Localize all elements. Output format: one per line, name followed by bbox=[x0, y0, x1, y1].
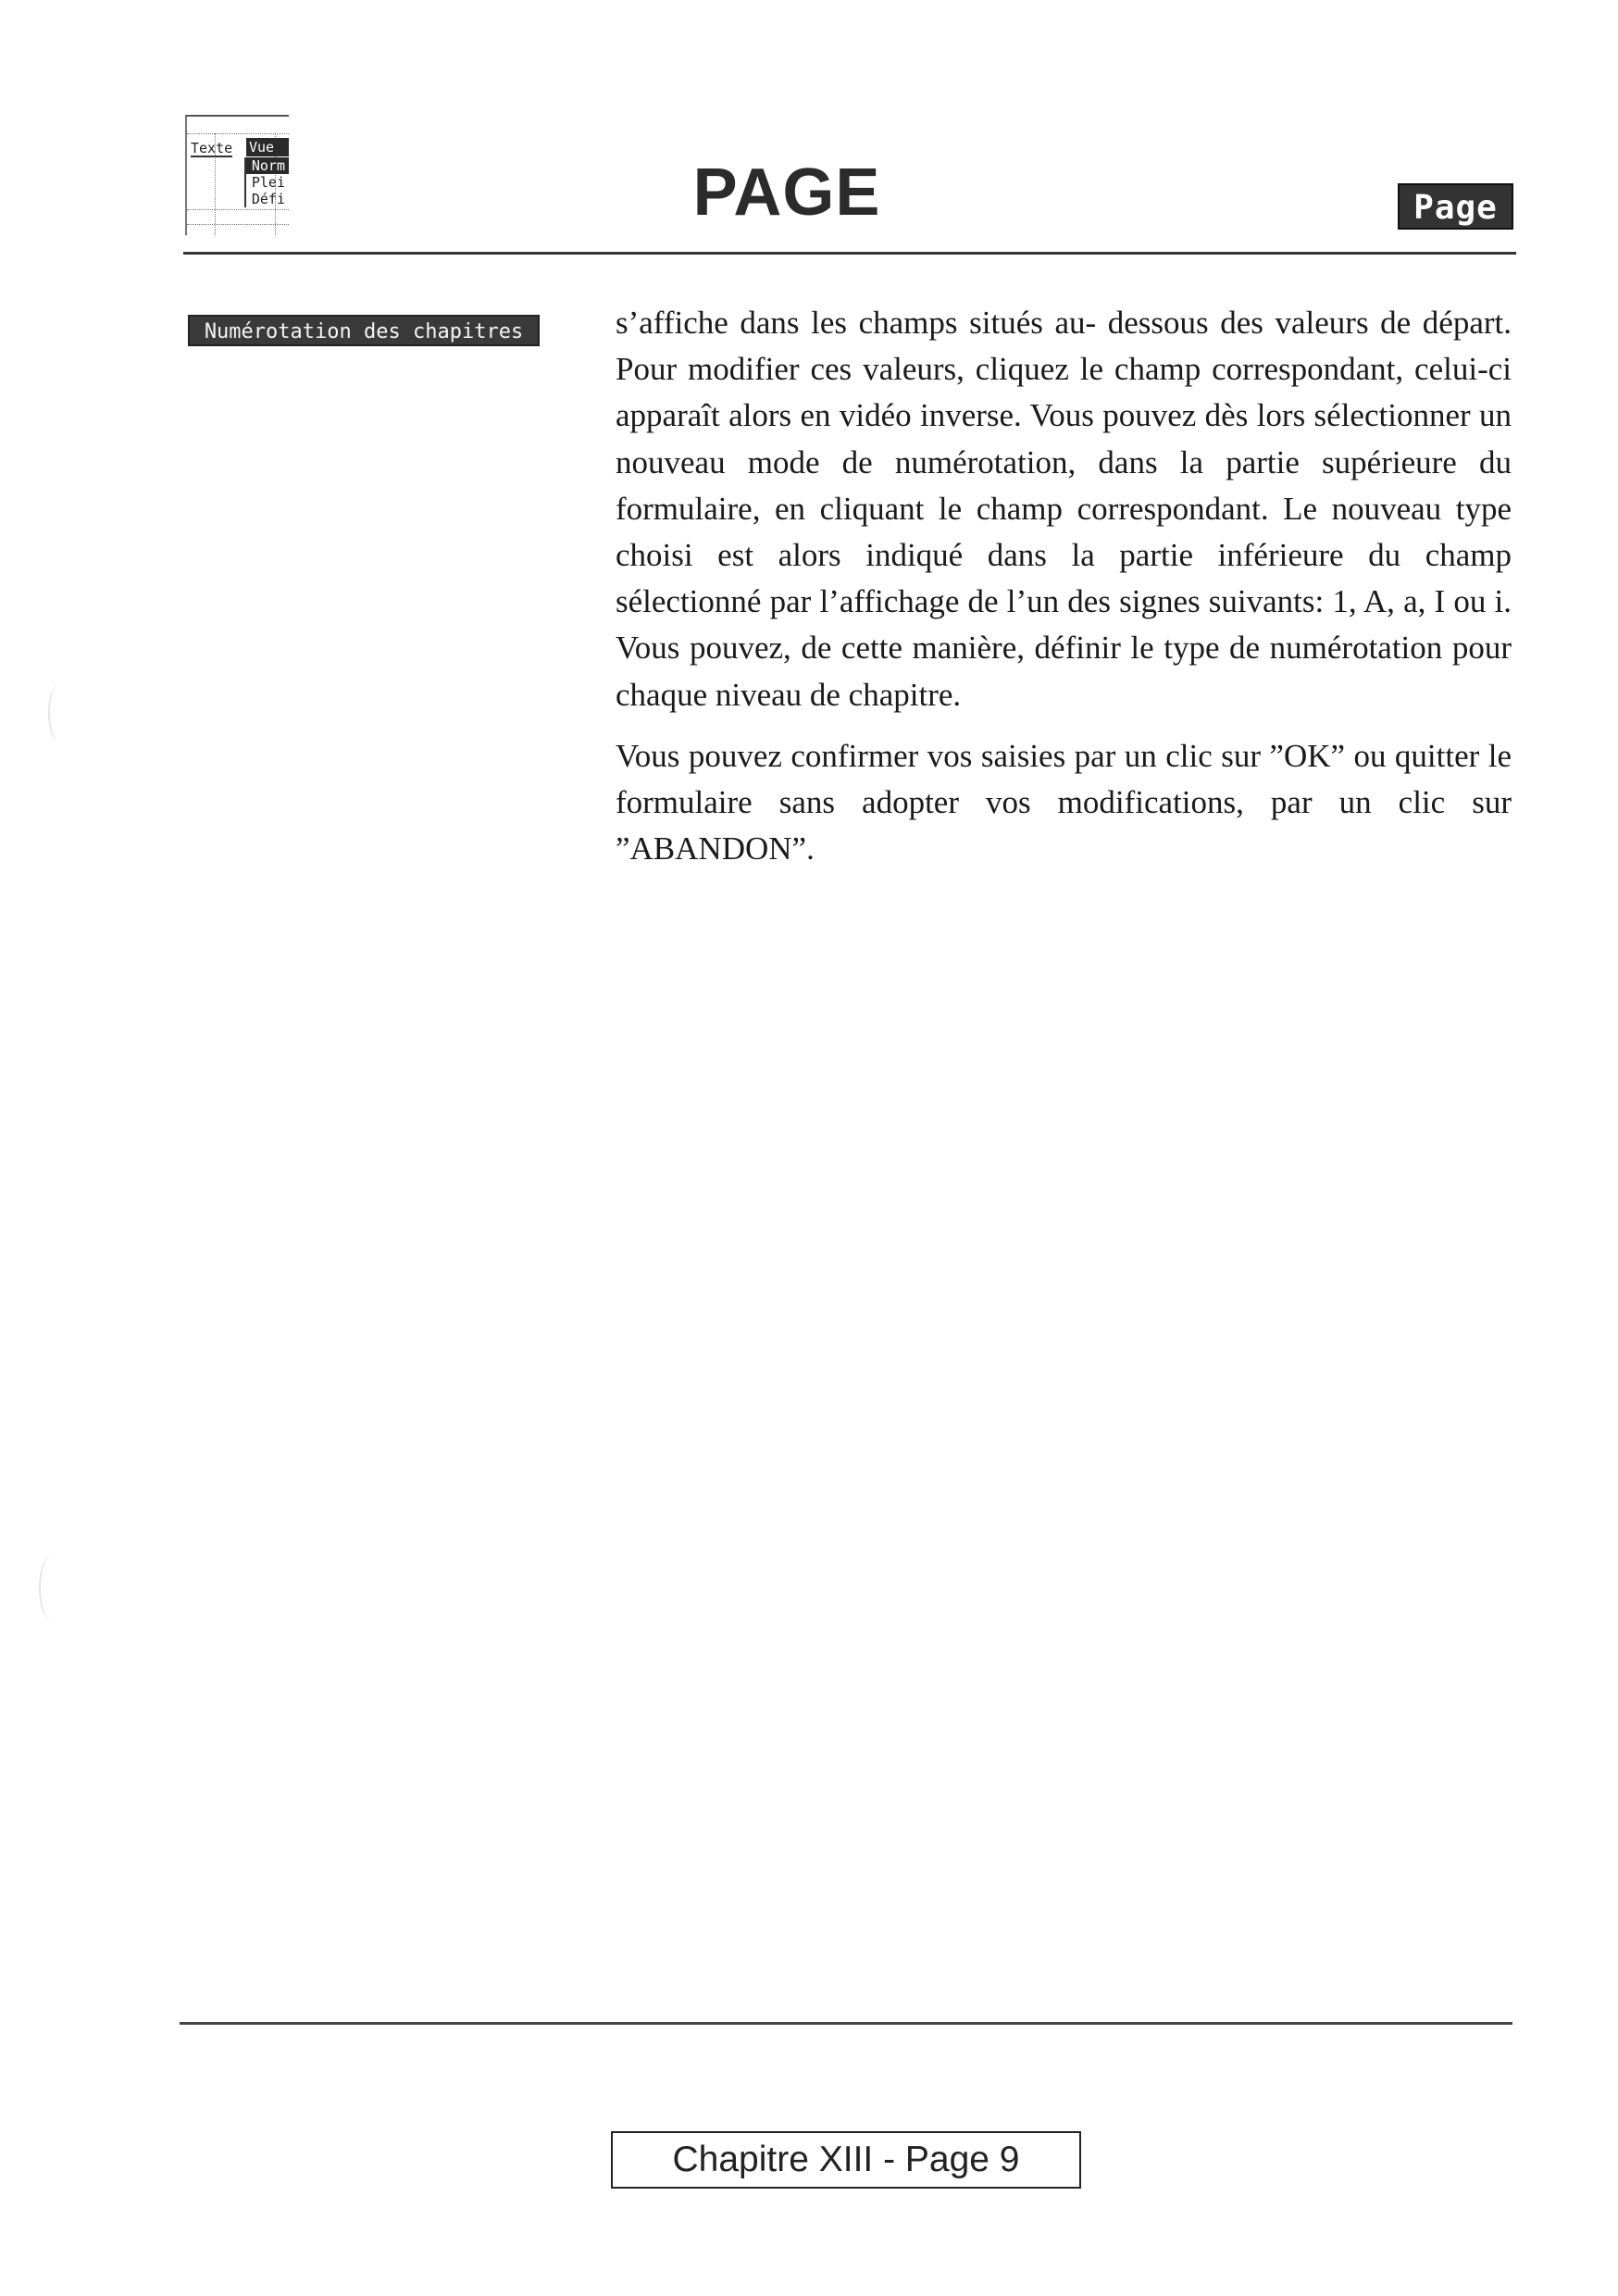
body-text bbox=[616, 300, 1512, 887]
page-title: PAGE bbox=[692, 156, 881, 230]
page-number-box: Chapitre XIII - Page 9 bbox=[611, 2131, 1081, 2189]
menu-thumbnail-icon bbox=[185, 115, 289, 235]
menu-item-texte: Texte bbox=[191, 140, 233, 156]
menu-subitem-defi: Défi bbox=[244, 191, 289, 207]
paragraph: Vous pouvez confirmer vos saisies par un clic sur ”OK” ou quitter le formulaire sans adopter vos modifications, par un clic sur ”ABANDON”. bbox=[616, 737, 1512, 867]
menu-subitem-norm: Norm bbox=[244, 157, 289, 174]
menu-subitem-plei: Plei bbox=[244, 174, 289, 191]
section-badge: Page bbox=[1398, 183, 1513, 230]
scan-mark bbox=[48, 685, 68, 741]
grid-line bbox=[187, 224, 289, 225]
grid-line bbox=[187, 133, 289, 134]
scan-mark bbox=[39, 1555, 65, 1620]
menu-item-vue: Vue bbox=[246, 138, 289, 156]
grid-line bbox=[187, 209, 289, 210]
paragraph: s’affiche dans les champs situés au- dessous des valeurs de départ. Pour modifier ces valeurs, cliquez le champ correspondant, celui-ci apparaît alors en vidéo inverse. Vous pouvez dès lors sélectionner un nouveau mode de numérotation, dans la partie supérieure du formulaire, en cliquant le champ correspondant. Le nouveau type choisi est alors indiqué dans la partie inférieure du champ sélectionné par l’affichage de l’un des signes suivants: 1, A, a, I ou i. Vous pouvez, de cette manière, définir le type de numérotation pour chaque niveau de chapitre. bbox=[616, 305, 1512, 713]
footer-divider bbox=[180, 2022, 1512, 2025]
header-divider bbox=[183, 252, 1516, 255]
section-label: Numérotation des chapitres bbox=[188, 315, 540, 346]
